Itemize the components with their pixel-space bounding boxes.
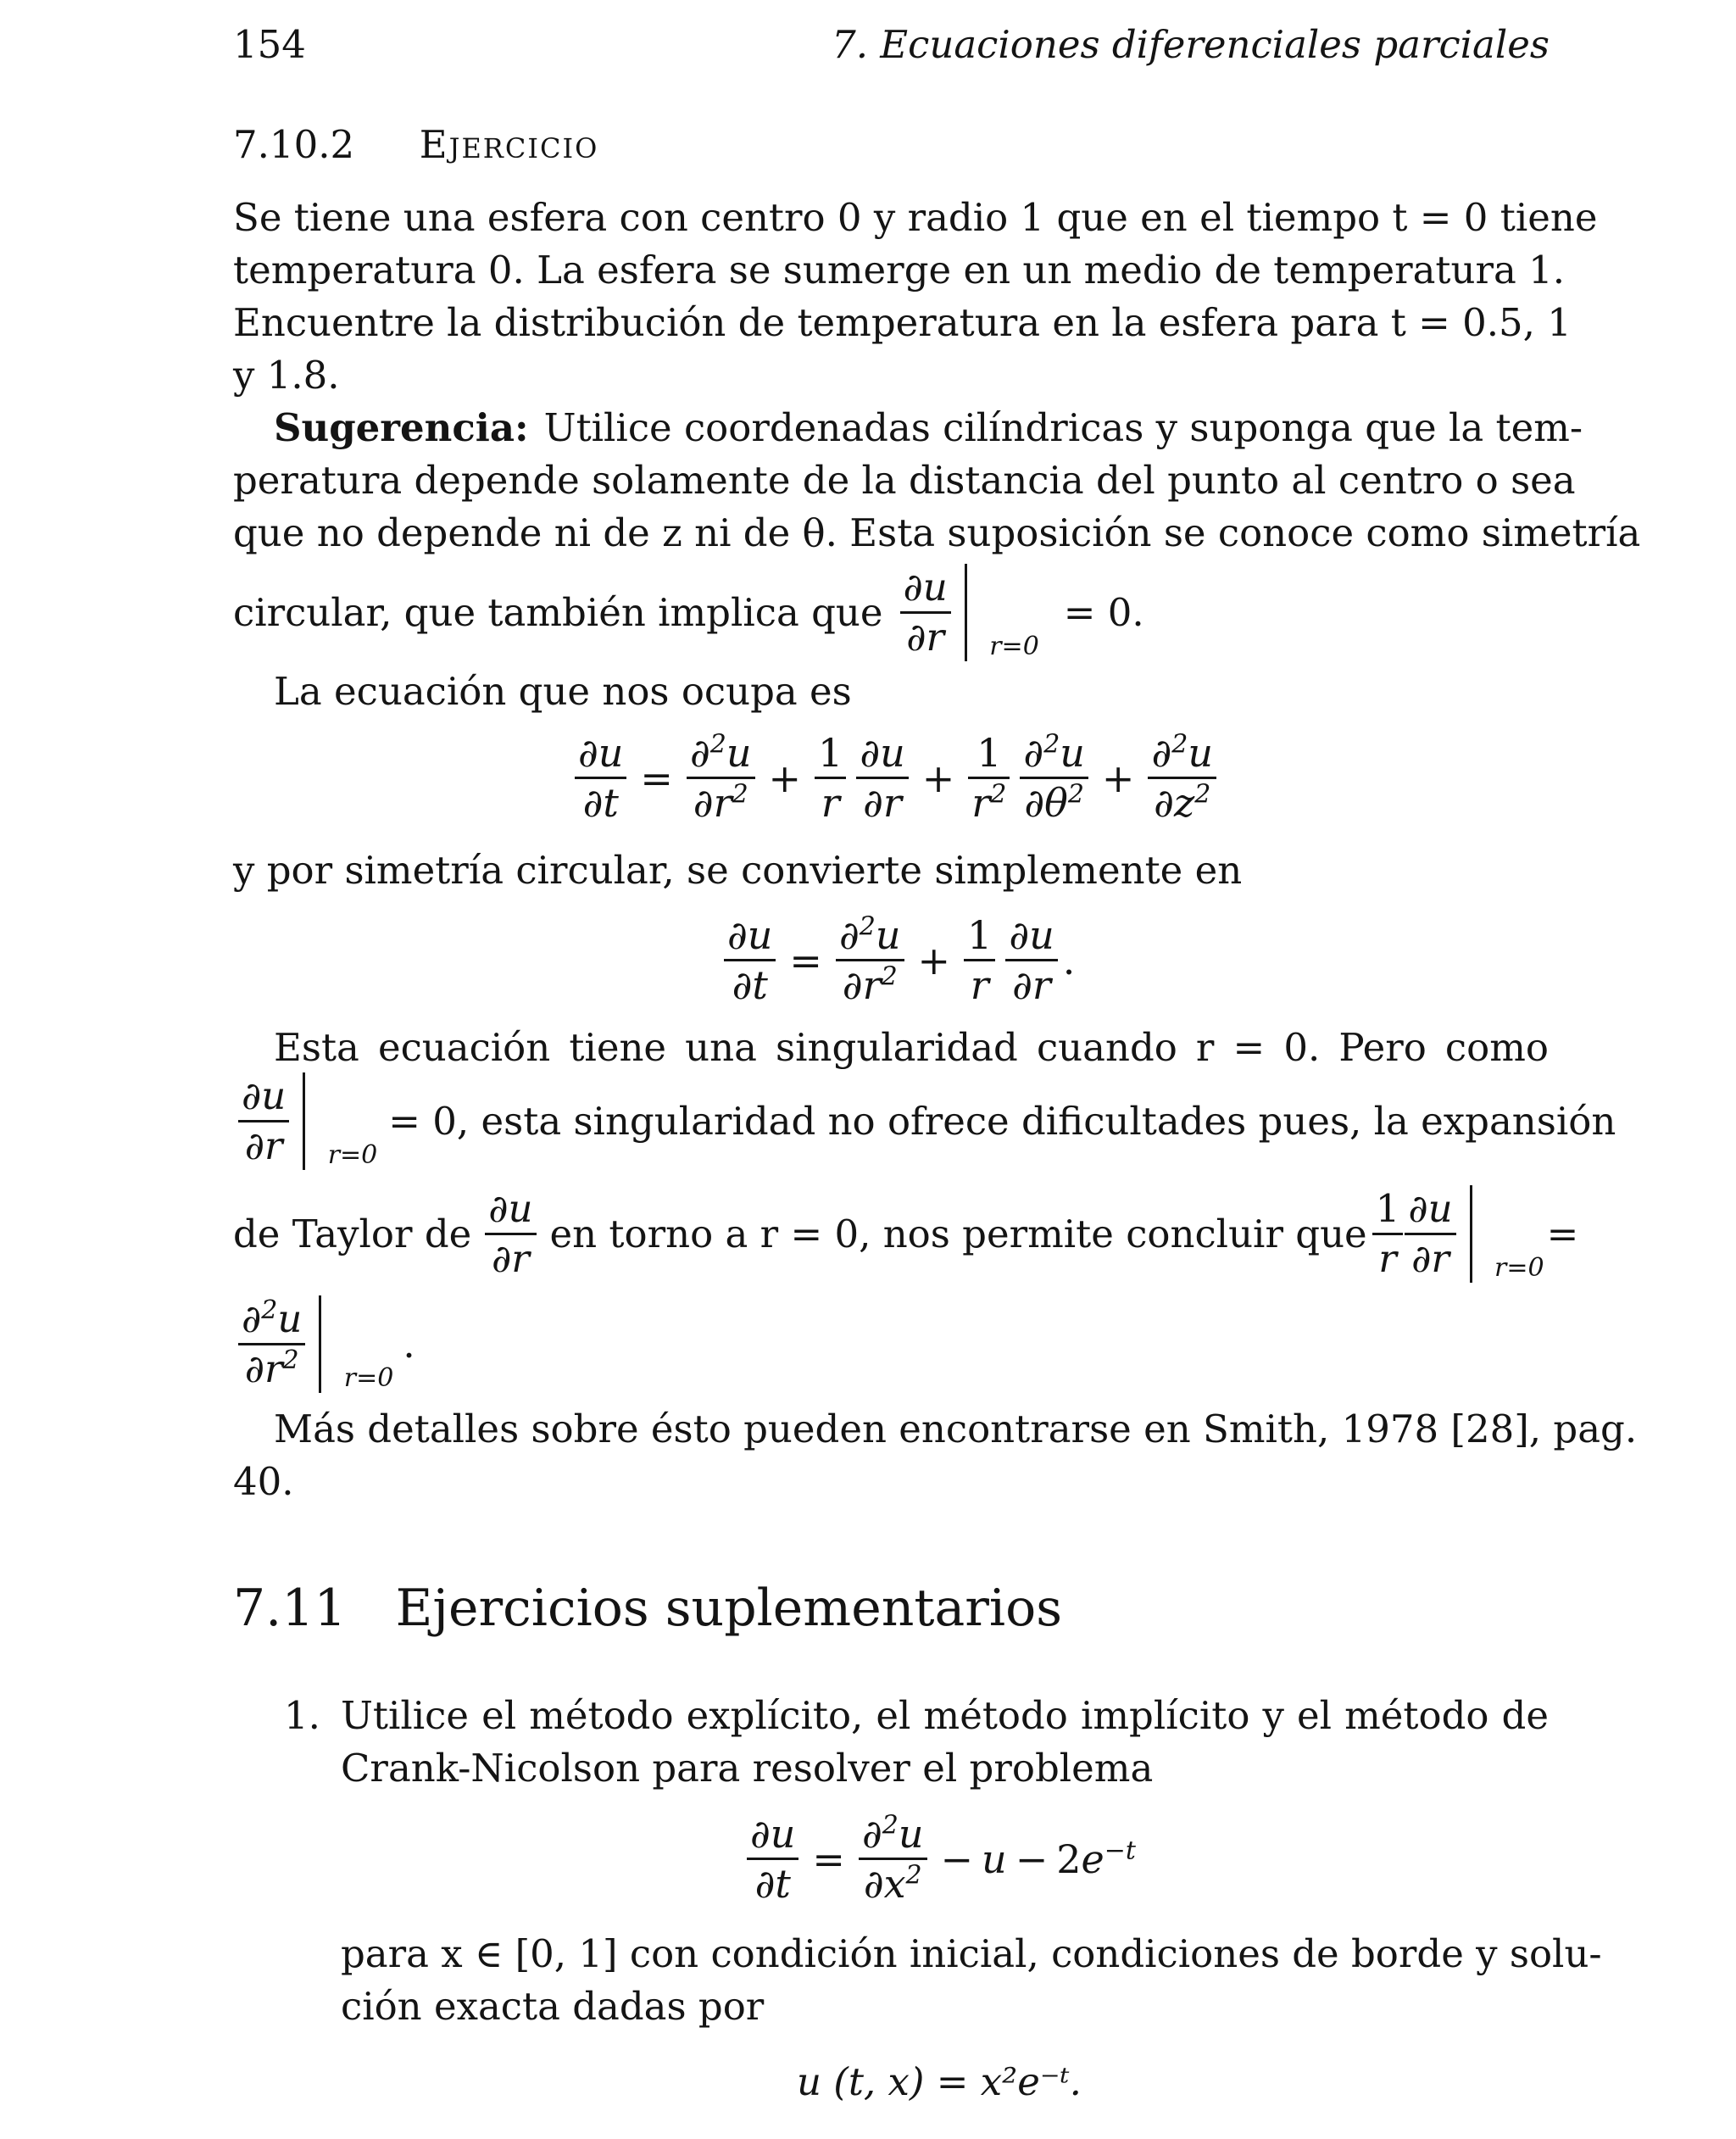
section-number: 7.11 (233, 1579, 347, 1638)
section-heading (233, 1579, 1062, 1638)
hint-line-1 (274, 402, 1583, 454)
heat-equation-cylindrical: $\frac{\partial u}{\partial t}$ = $\frac{\partial^2u}{\partial r^2}$ + $\frac{1}{r}$ $\frac{\partial u}{\partial r}$ + $\frac{1}{r^2}$ $\frac{\partial^2u}{\partial\theta^2}$ + $\frac{\partial^2u}{\partial z^2}$ (570, 729, 1221, 827)
taylor-line: de Taylor de $\frac{\partial u}{\partial r}$ en torno a r = 0, nos permite concluir que $\frac{1}{r}$ $\frac{\partial u}{\partial r}$ r=0 = (233, 1186, 1579, 1283)
circular-line (233, 564, 1144, 661)
page-number: 154 (233, 22, 306, 67)
circular-den: ∂r (906, 615, 945, 660)
list-after-line-1: para x ∈ [0, 1] con condición inicial, condiciones de borde y solu- (341, 1931, 1602, 1976)
exercise-line-4: y 1.8. (233, 353, 340, 398)
circular-derivative (895, 564, 1039, 661)
heat-equation-radial: $\frac{\partial u}{\partial t}$ = $\frac{\partial^2u}{\partial r^2}$ + $\frac{1}{r}$ $\frac{\partial u}{\partial r}$ . (719, 911, 1075, 1009)
circular-rhs: = 0. (1063, 589, 1144, 635)
circular-num: ∂u (903, 565, 948, 610)
exact-solution: u (t, x) = x²e⁻ᵗ. (797, 2059, 1082, 2104)
taylor-prefix: de Taylor de (233, 1211, 472, 1256)
hint-line-3: que no depende ni de z ni de θ. Esta suposición se conoce como simetría (233, 510, 1641, 555)
singularity-cont: = 0, esta singularidad no ofrece dificultades pues, la expansión (388, 1098, 1616, 1144)
list-line-2: Crank-Nicolson para resolver el problema (341, 1746, 1154, 1791)
running-title: 7. Ecuaciones diferenciales parciales (832, 22, 1550, 67)
details-line-2: 40. (233, 1459, 294, 1504)
exercise-number: 7.10.2 (233, 122, 355, 167)
exercise-heading (233, 119, 598, 171)
taylor-derivative: $\frac{1}{r}$ $\frac{\partial u}{\partial r}$ r=0 (1367, 1185, 1472, 1283)
circular-fraction (900, 564, 951, 661)
details-line-1: Más detalles sobre ésto pueden encontrarse en Smith, 1978 [28], pag. (274, 1407, 1638, 1451)
hint-line-2: peratura depende solamente de la distancia del punto al centro o sea (233, 458, 1576, 503)
derivative-at-zero: $\frac{\partial u}{\partial r}$ r=0 (233, 1072, 305, 1170)
exercise-line-1: Se tiene una esfera con centro 0 y radio 1 que en el tiempo t = 0 tiene (233, 195, 1598, 240)
section-title: Ejercicios suplementarios (395, 1579, 1063, 1638)
list-item-marker: 1. (284, 1693, 320, 1738)
symmetry-line: y por simetría circular, se convierte simplemente en (233, 848, 1243, 893)
exercise-title: Ejercicio (419, 122, 599, 167)
hint-label: Sugerencia: (274, 405, 529, 450)
exercise-line-2: temperatura 0. La esfera se sumerge en un medio de temperatura 1. (233, 248, 1566, 292)
problem-equation: $\frac{\partial u}{\partial t}$ = $\frac{\partial^2u}{\partial x^2}$ − u − $2e^{-t}$ (742, 1810, 1136, 1908)
circular-prefix: circular, que también implica que (233, 589, 883, 635)
circular-subscript: r=0 (989, 632, 1039, 661)
second-derivative-at-zero: $\frac{\partial^2u}{\partial r^2}$ r=0 (233, 1295, 321, 1393)
singularity-line: Esta ecuación tiene una singularidad cuando r = 0. Pero como (274, 1025, 1549, 1070)
exercise-line-3: Encuentre la distribución de temperatura en la esfera para t = 0.5, 1 (233, 300, 1572, 345)
singularity-cont-line (233, 1072, 1616, 1170)
hint-text-1: Utilice coordenadas cilíndricas y suponga que la tem- (543, 405, 1583, 450)
list-after-line-2: ción exacta dadas por (341, 1984, 765, 2029)
equation-intro: La ecuación que nos ocupa es (274, 669, 852, 714)
taylor-mid: en torno a r = 0, nos permite concluir que (549, 1211, 1367, 1256)
second-derivative-line: $\frac{\partial^2u}{\partial r^2}$ r=0 . (233, 1295, 415, 1393)
list-line-1: Utilice el método explícito, el método implícito y el método de (341, 1693, 1549, 1738)
